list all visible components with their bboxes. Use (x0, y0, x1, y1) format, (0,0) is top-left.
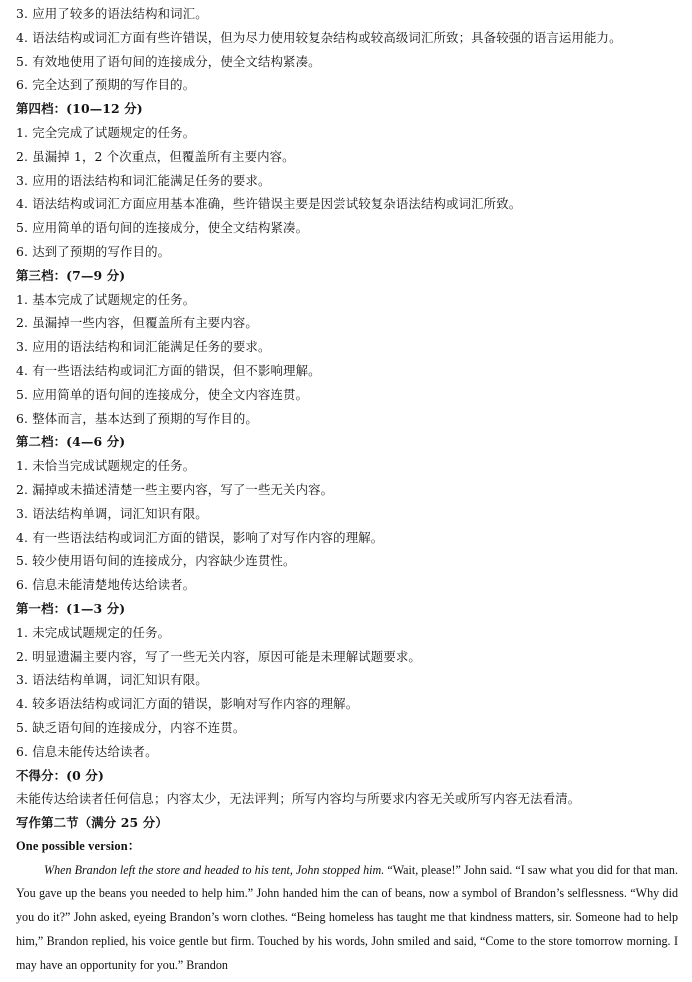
writing-section-2 (16, 811, 678, 978)
criteria-line: 3. 应用的语法结构和词汇能满足任务的要求。 (16, 172, 271, 188)
level-0-section (16, 764, 678, 812)
level-3-section (16, 264, 678, 431)
criteria-line: 5. 缺乏语句间的连接成分，内容不连贯。 (16, 719, 246, 735)
criteria-line: 1. 未恰当完成试题规定的任务。 (16, 458, 196, 474)
version-label: One possible version： (16, 838, 141, 853)
level-1-heading: 第一档：(1—3 分) (16, 600, 126, 616)
criteria-line: 2. 虽漏掉 1，2 个次重点，但覆盖所有主要内容。 (16, 148, 295, 164)
criteria-line: 4. 较多语法结构或词汇方面的错误，影响对写作内容的理解。 (16, 696, 359, 712)
level-0-heading: 不得分：(0 分) (16, 767, 104, 783)
criteria-line: 1. 未完成试题规定的任务。 (16, 624, 171, 640)
level-3-heading: 第三档：(7—9 分) (16, 267, 126, 283)
criteria-line: 6. 信息未能清楚地传达给读者。 (16, 577, 196, 593)
criteria-continued (16, 2, 678, 97)
level-2-section (16, 430, 678, 597)
criteria-line: 4. 有一些语法结构或词汇方面的错误，但不影响理解。 (16, 362, 321, 378)
criteria-line: 3. 语法结构单调，词汇知识有限。 (16, 505, 208, 521)
section-2-heading: 写作第二节（满分 25 分） (16, 815, 168, 831)
criteria-line: 4. 语法结构或词汇方面有些许错误，但为尽力使用较复杂结构或较高级词汇所致；具备较强的语言运用能力。 (16, 29, 622, 45)
criteria-line: 5. 应用简单的语句间的连接成分，使全文内容连贯。 (16, 386, 309, 402)
level-4-heading: 第四档：(10—12 分) (16, 101, 143, 117)
criteria-line: 3. 应用了较多的语法结构和词汇。 (16, 6, 208, 21)
level-4-section (16, 97, 678, 264)
level-1-section (16, 597, 678, 764)
criteria-line: 2. 明显遗漏主要内容，写了一些无关内容，原因可能是未理解试题要求。 (16, 648, 421, 664)
criteria-line: 5. 应用简单的语句间的连接成分，使全文结构紧凑。 (16, 220, 309, 236)
essay-continuation: “Wait, please!” John said. “I saw what you did for that man. You gave up the beans you needed to help him.” John handed him the can of beans, now a symbol of Brandon’s selflessness. “Why did you do it?” John asked, eyeing Brandon’s worn clothes. “Being homeless has taught me that kindness matters, sir. Someone had to help him,” Brandon replied, his voice gentle but firm. Touched by his words, John smiled and said, “Come to the store tomorrow morning. I may have an opportunity for you.” Brandon (16, 862, 678, 972)
criteria-line: 2. 虽漏掉一些内容，但覆盖所有主要内容。 (16, 315, 258, 331)
sample-essay (16, 859, 678, 978)
criteria-line: 4. 语法结构或词汇方面应用基本准确，些许错误主要是因尝试较复杂语法结构或词汇所致。 (16, 196, 522, 212)
criteria-line: 1. 完全完成了试题规定的任务。 (16, 124, 196, 140)
criteria-line: 6. 完全达到了预期的写作目的。 (16, 77, 196, 93)
criteria-line: 4. 有一些语法结构或词汇方面的错误，影响了对写作内容的理解。 (16, 529, 384, 545)
criteria-line: 5. 有效地使用了语句间的连接成分，使全文结构紧凑。 (16, 53, 321, 69)
criteria-line: 3. 应用的语法结构和词汇能满足任务的要求。 (16, 339, 271, 355)
criteria-line: 2. 漏掉或未描述清楚一些主要内容，写了一些无关内容。 (16, 481, 334, 497)
criteria-line: 6. 达到了预期的写作目的。 (16, 243, 171, 259)
essay-opening-sentence: When Brandon left the store and headed to his tent, John stopped him. (44, 862, 385, 877)
criteria-line: 3. 语法结构单调，词汇知识有限。 (16, 672, 208, 688)
level-2-heading: 第二档：(4—6 分) (16, 434, 126, 450)
criteria-line: 1. 基本完成了试题规定的任务。 (16, 291, 196, 307)
criteria-line: 6. 信息未能传达给读者。 (16, 743, 158, 759)
criteria-line: 5. 较少使用语句间的连接成分，内容缺少连贯性。 (16, 553, 296, 569)
criteria-line: 6. 整体而言，基本达到了预期的写作目的。 (16, 410, 258, 426)
criteria-line: 未能传达给读者任何信息；内容太少，无法评判；所写内容均与所要求内容无关或所写内容无法看清。 (16, 791, 581, 807)
